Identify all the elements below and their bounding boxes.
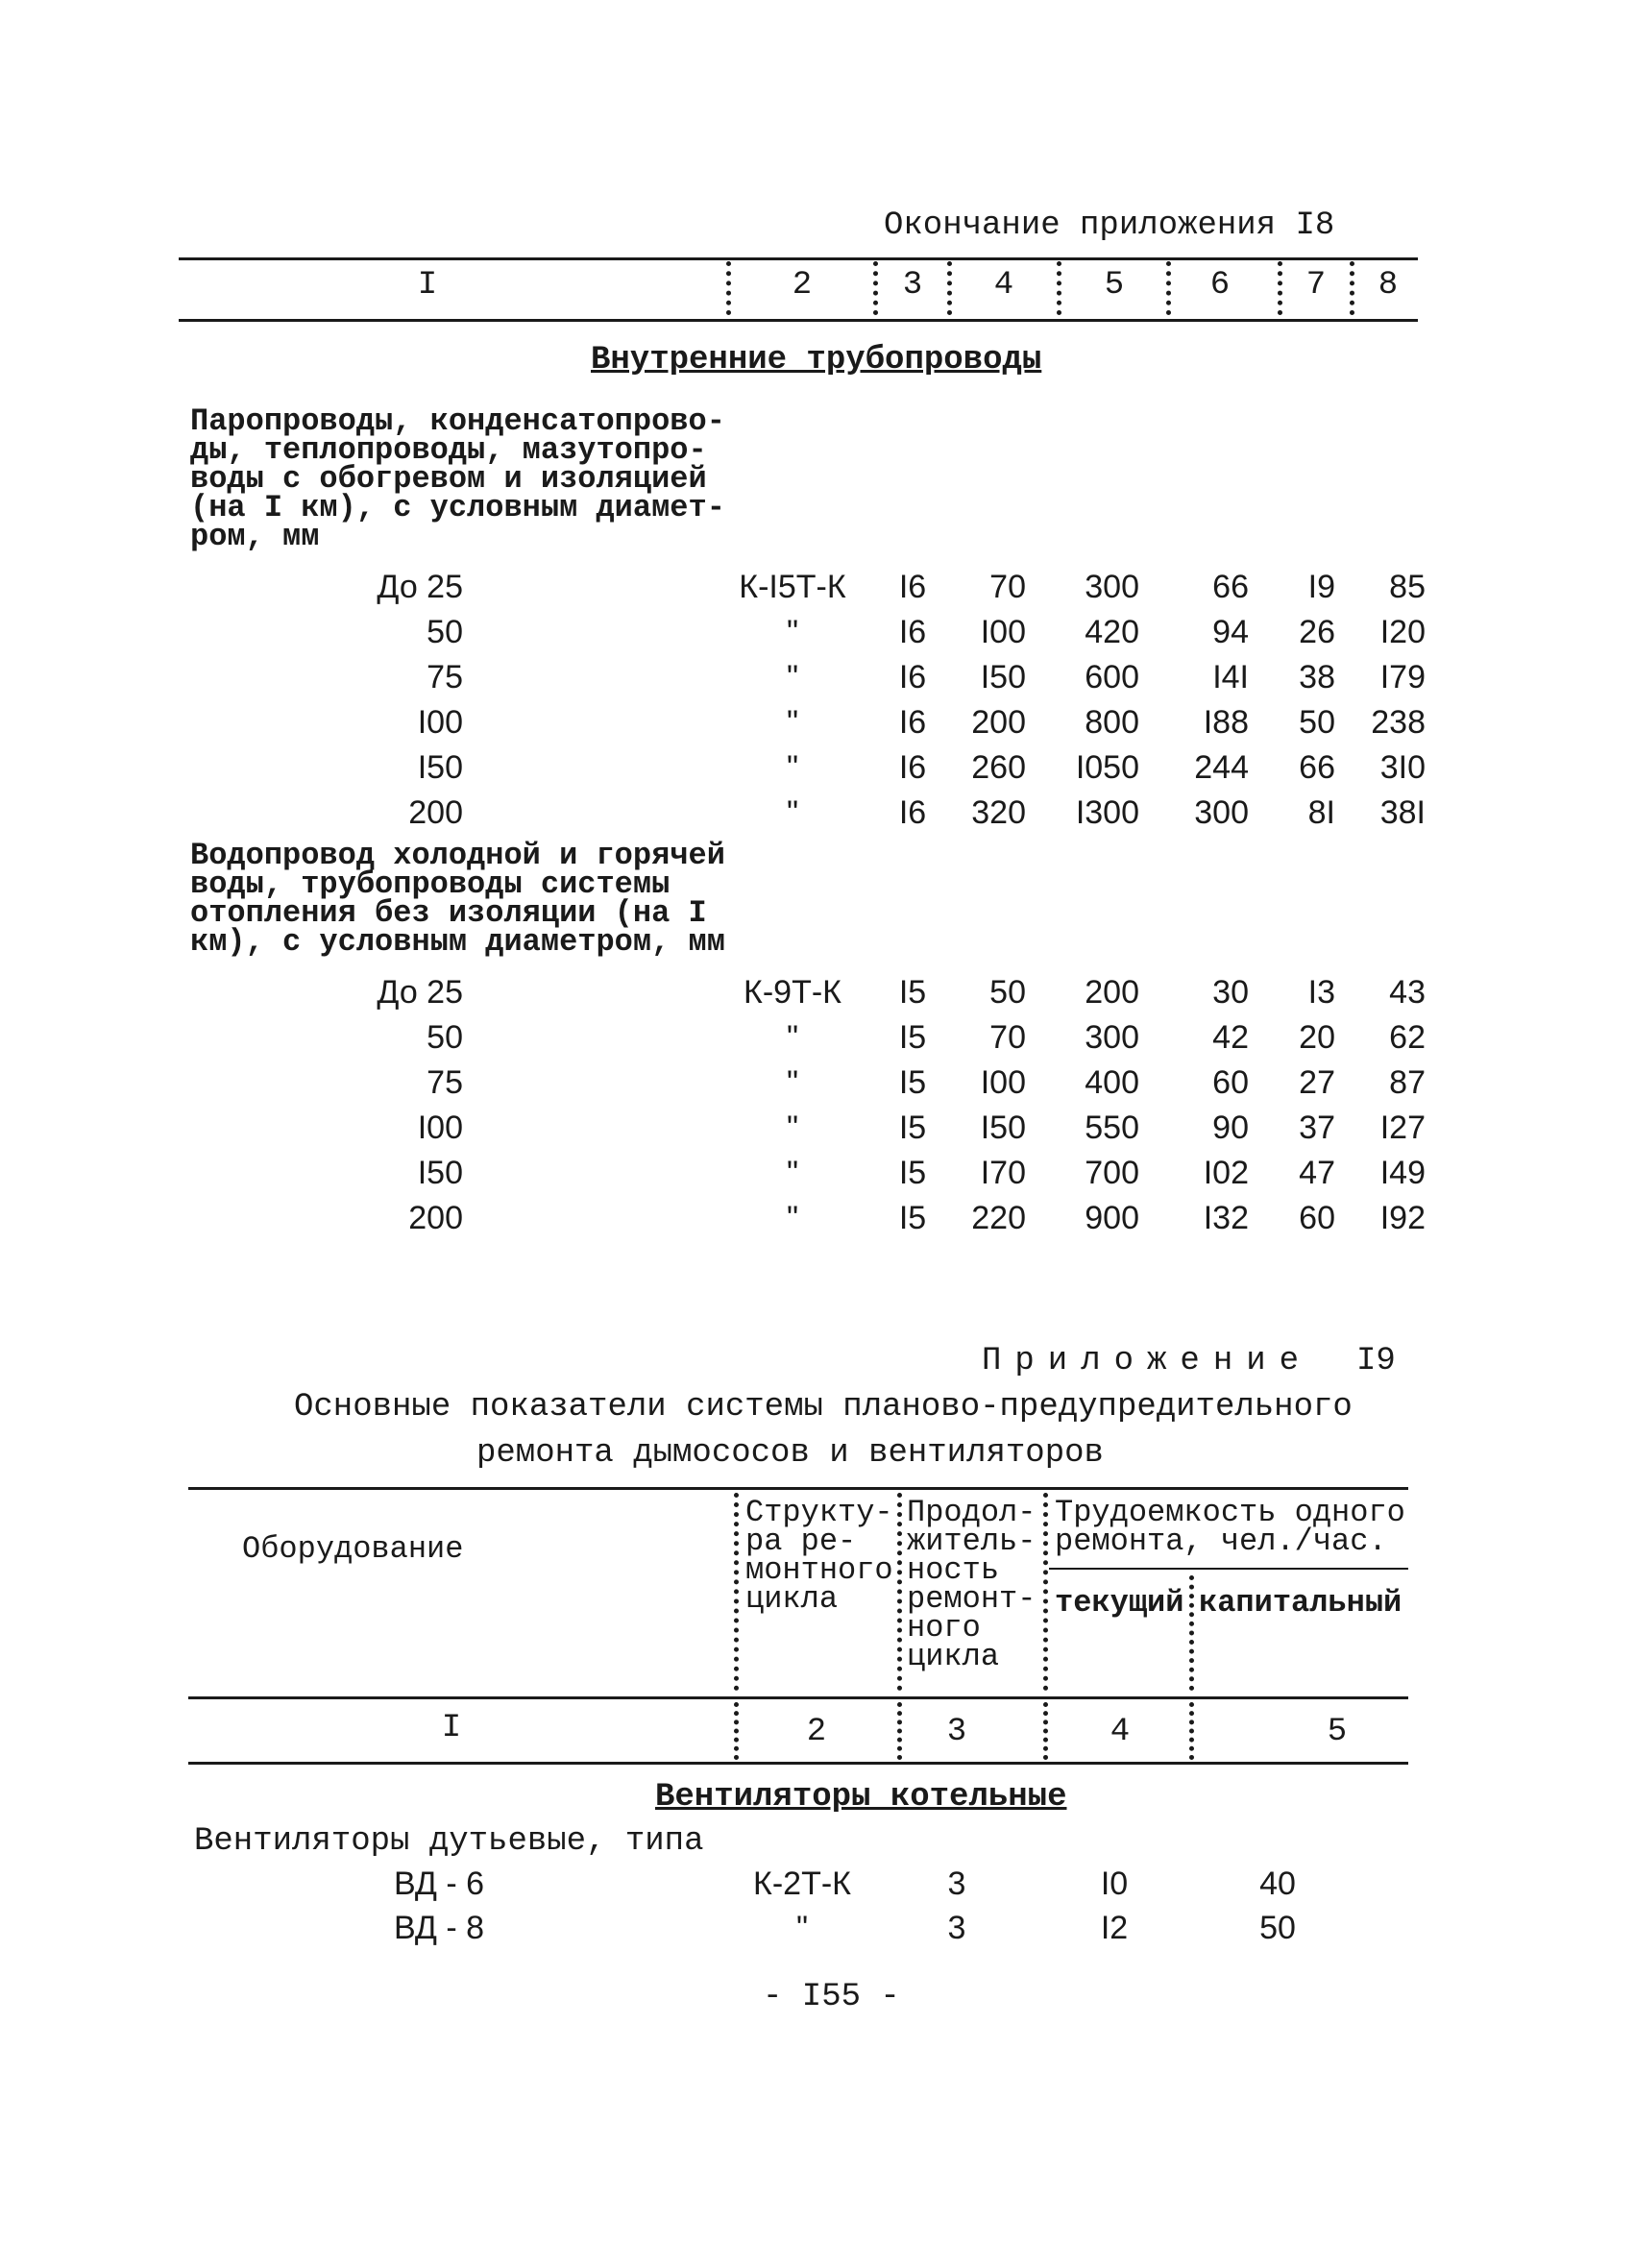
t2-dur-6: цикла [907,1639,1000,1674]
col8-cell: 238 [1371,704,1426,741]
structure-cell: " [786,749,799,786]
t2-sep-4 [1189,1575,1194,1691]
table1-header-rule [179,319,1418,322]
col7-cell: 8I [1307,794,1335,831]
col3-cell: I6 [898,749,927,786]
col3-cell: I6 [898,794,927,831]
col8-cell: 43 [1389,974,1426,1011]
diameter-cell: 50 [427,614,463,650]
col5-cell: 800 [1085,704,1139,741]
t2-dur-2: житель- [907,1524,1036,1559]
t2-appendix-number: I9 [1356,1343,1396,1379]
duration-cell: 3 [947,1866,966,1902]
col4-cell: 70 [989,569,1026,605]
col3-cell: I5 [898,1155,927,1191]
col4-cell: 50 [989,974,1026,1011]
col5-cell: 900 [1085,1200,1139,1236]
col5-cell: 550 [1085,1110,1139,1146]
col5-cell: 300 [1085,569,1139,605]
table1-top-rule [179,257,1418,260]
col4-cell: 320 [971,794,1026,831]
t1-g2-line3: отопления без изоляции (на I [190,895,707,931]
col8-cell: 62 [1389,1019,1426,1056]
t2-header-current: текущий [1055,1585,1184,1621]
current-cell: I0 [1100,1866,1129,1902]
col4-cell: 260 [971,749,1026,786]
t2-num-4: 4 [1110,1714,1131,1750]
table1-caption: Окончание приложения I8 [884,207,1335,244]
capital-cell: 50 [1259,1910,1296,1946]
col8-cell: 38I [1379,794,1426,831]
col7-cell: 38 [1299,659,1335,695]
col4-cell: I50 [980,659,1026,695]
t1-sep-3 [947,261,952,315]
t1-g2-line1: Водопровод холодной и горячей [190,838,725,873]
t1-section-title: Внутренние трубопроводы [591,342,1042,378]
col5-cell: 600 [1085,659,1139,695]
t1-sep-2 [873,261,878,315]
t2-group-label: Вентиляторы дутьевые, типа [194,1823,704,1860]
t2-num-2: 2 [806,1714,827,1750]
col3-cell: I5 [898,1019,927,1056]
col8-cell: I49 [1379,1155,1426,1191]
t2-header-equipment: Оборудование [242,1531,464,1567]
t1-header-col1: I [417,267,438,304]
structure-cell: " [786,1200,799,1236]
t1-header-col5: 5 [1104,267,1125,304]
capital-cell: 40 [1259,1866,1296,1902]
col6-cell: 300 [1194,794,1249,831]
table2-header-rule [188,1696,1408,1699]
t1-header-col3: 3 [902,267,923,304]
col3-cell: I5 [898,1200,927,1236]
col6-cell: 42 [1212,1019,1249,1056]
diameter-cell: 200 [408,1200,463,1236]
t1-g1-line3: воды с обогревом и изоляцией [190,461,707,497]
t2-labor-2: ремонта, чел./час. [1055,1524,1387,1559]
diameter-cell: До 25 [377,569,463,605]
col5-cell: 400 [1085,1064,1139,1101]
col6-cell: 94 [1212,614,1249,650]
t1-sep-7 [1350,261,1354,315]
t2-dur-5: ного [907,1610,981,1646]
col6-cell: I32 [1203,1200,1249,1236]
t1-header-col4: 4 [993,267,1014,304]
col7-cell: 27 [1299,1064,1335,1101]
table2-top-rule [188,1487,1408,1490]
structure-cell: К-I5Т-К [739,569,846,605]
col3-cell: I6 [898,569,927,605]
col7-cell: 50 [1299,704,1335,741]
t2-header-capital: капитальный [1199,1585,1402,1621]
col8-cell: 85 [1389,569,1426,605]
t2-numsep-4 [1189,1702,1194,1760]
col7-cell: I9 [1307,569,1335,605]
t2-dur-3: ность [907,1552,1000,1588]
col3-cell: I5 [898,1064,927,1101]
col7-cell: 66 [1299,749,1335,786]
col8-cell: I92 [1379,1200,1426,1236]
t2-numsep-1 [734,1702,739,1760]
col5-cell: I050 [1075,749,1139,786]
structure-cell: К-2Т-К [753,1866,851,1902]
col7-cell: 47 [1299,1155,1335,1191]
diameter-cell: I50 [417,1155,463,1191]
page-number: - I55 - [763,1979,900,2015]
col8-cell: I20 [1379,614,1426,650]
t2-dur-4: ремонт- [907,1581,1036,1617]
t2-sep-2 [897,1493,902,1691]
diameter-cell: 50 [427,1019,463,1056]
col6-cell: 244 [1194,749,1249,786]
diameter-cell: 75 [427,1064,463,1101]
table2-num-rule [188,1762,1408,1765]
diameter-cell: I00 [417,704,463,741]
diameter-cell: 200 [408,794,463,831]
t2-appendix-label: Приложение [982,1343,1313,1379]
diameter-cell: I00 [417,1110,463,1146]
structure-cell: " [795,1910,809,1946]
t1-g1-line5: ром, мм [190,519,320,554]
duration-cell: 3 [947,1910,966,1946]
t2-sep-1 [734,1493,739,1691]
t1-header-col7: 7 [1305,267,1327,304]
structure-cell: " [786,614,799,650]
col4-cell: I70 [980,1155,1026,1191]
t2-num-1: I [441,1710,462,1746]
col4-cell: I50 [980,1110,1026,1146]
t1-g1-line4: (на I км), с условным диамет- [190,490,725,525]
col7-cell: 20 [1299,1019,1335,1056]
col3-cell: I6 [898,704,927,741]
col6-cell: I4I [1212,659,1249,695]
t1-g1-line2: ды, теплопроводы, мазутопро- [190,432,707,468]
t1-g2-line2: воды, трубопроводы системы [190,866,671,902]
t1-header-col8: 8 [1378,267,1399,304]
equipment-cell: ВД - 8 [394,1910,485,1946]
equipment-cell: ВД - 6 [394,1866,485,1902]
diameter-cell: I50 [417,749,463,786]
col5-cell: 300 [1085,1019,1139,1056]
t1-header-col2: 2 [792,267,813,304]
structure-cell: " [786,704,799,741]
col6-cell: 60 [1212,1064,1249,1101]
col5-cell: 420 [1085,614,1139,650]
diameter-cell: 75 [427,659,463,695]
t2-title-line1: Основные показатели системы планово-предупредительного [294,1389,1353,1426]
t2-numsep-2 [897,1702,902,1760]
structure-cell: " [786,1064,799,1101]
t2-num-3: 3 [946,1714,967,1750]
col5-cell: 200 [1085,974,1139,1011]
t2-section-title: Вентиляторы котельные [655,1779,1067,1816]
t2-struct-3: монтного [745,1552,893,1588]
t2-numsep-3 [1043,1702,1048,1760]
t1-sep-6 [1278,261,1282,315]
structure-cell: " [786,659,799,695]
t2-struct-4: цикла [745,1581,839,1617]
t2-title-line2: ремонта дымососов и вентиляторов [476,1435,1104,1472]
col6-cell: 90 [1212,1110,1249,1146]
t1-sep-5 [1166,261,1171,315]
col6-cell: I02 [1203,1155,1249,1191]
structure-cell: К-9Т-К [744,974,841,1011]
col7-cell: 37 [1299,1110,1335,1146]
col7-cell: I3 [1307,974,1335,1011]
col5-cell: 700 [1085,1155,1139,1191]
col7-cell: 26 [1299,614,1335,650]
structure-cell: " [786,1019,799,1056]
t2-labor-1: Трудоемкость одного [1055,1495,1405,1530]
t1-g2-line4: км), с условным диаметром, мм [190,924,725,960]
structure-cell: " [786,1110,799,1146]
structure-cell: " [786,1155,799,1191]
t2-labor-subrule [1049,1568,1408,1570]
col4-cell: I00 [980,1064,1026,1101]
t2-dur-1: Продол- [907,1495,1036,1530]
t2-num-5: 5 [1327,1714,1348,1750]
col8-cell: I79 [1379,659,1426,695]
structure-cell: " [786,794,799,831]
t2-sep-3 [1043,1493,1048,1691]
col3-cell: I6 [898,659,927,695]
t2-struct-2: ра ре- [745,1524,857,1559]
col3-cell: I6 [898,614,927,650]
t1-sep-4 [1057,261,1061,315]
t2-struct-1: Структу- [745,1495,893,1530]
col4-cell: 220 [971,1200,1026,1236]
col5-cell: I300 [1075,794,1139,831]
col8-cell: 3I0 [1379,749,1426,786]
col8-cell: 87 [1389,1064,1426,1101]
col3-cell: I5 [898,974,927,1011]
col6-cell: 66 [1212,569,1249,605]
col4-cell: I00 [980,614,1026,650]
t1-sep-1 [726,261,731,315]
col6-cell: 30 [1212,974,1249,1011]
col3-cell: I5 [898,1110,927,1146]
col4-cell: 200 [971,704,1026,741]
col7-cell: 60 [1299,1200,1335,1236]
diameter-cell: До 25 [377,974,463,1011]
t1-g1-line1: Паропроводы, конденсатопрово- [190,403,725,439]
col8-cell: I27 [1379,1110,1426,1146]
t1-header-col6: 6 [1209,267,1231,304]
current-cell: I2 [1100,1910,1129,1946]
col6-cell: I88 [1203,704,1249,741]
col4-cell: 70 [989,1019,1026,1056]
